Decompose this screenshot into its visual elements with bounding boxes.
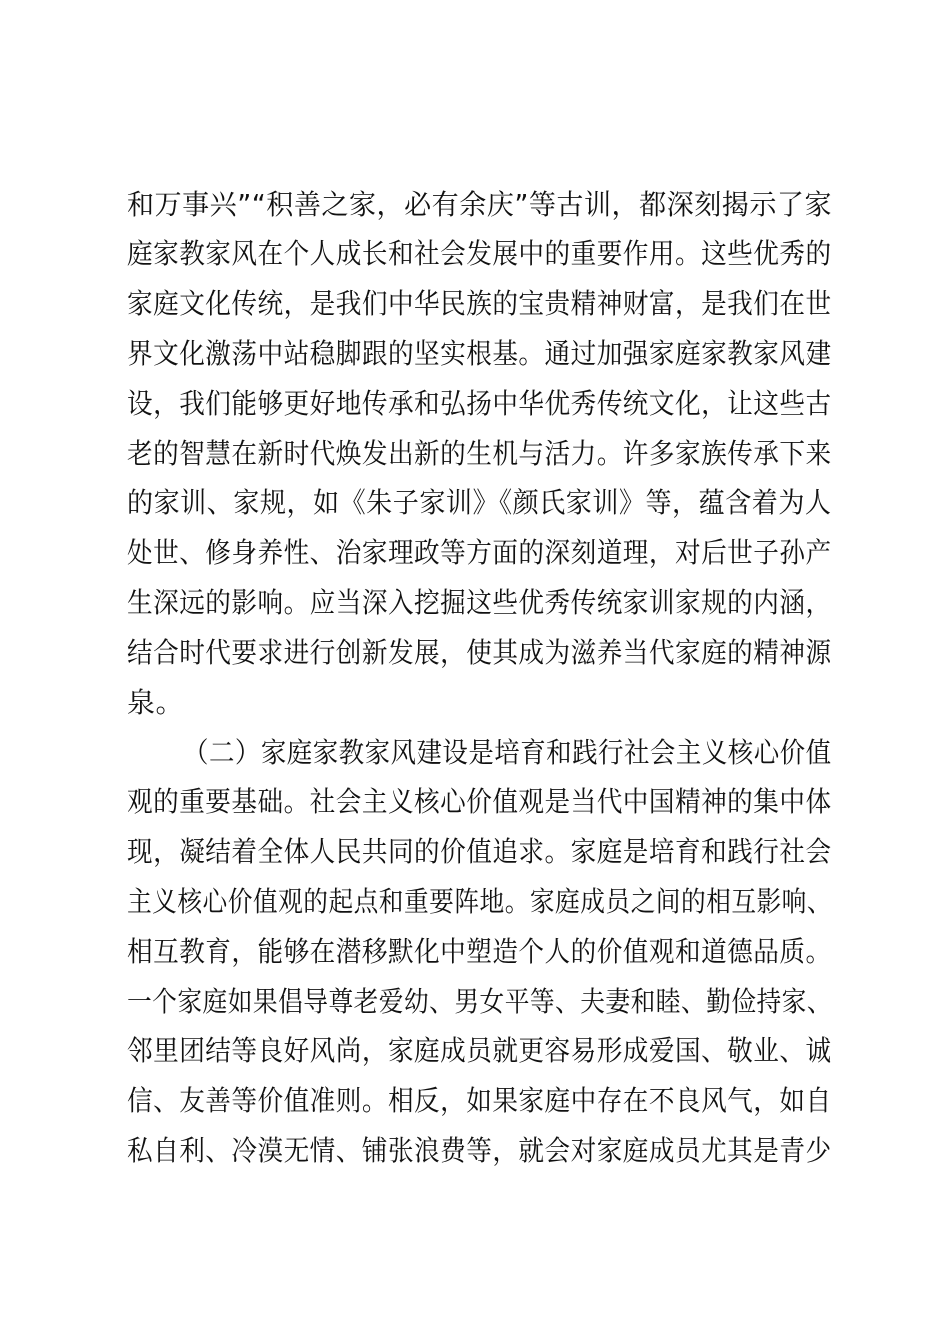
text-line: 生深远的影响。应当深入挖掘这些优秀传统家训家规的内涵， — [127, 586, 832, 619]
text-line: 私自利、冷漠无情、铺张浪费等，就会对家庭成员尤其是青少 — [127, 1134, 832, 1167]
text-line: 信、友善等价值准则。相反，如果家庭中存在不良风气，如自 — [127, 1084, 832, 1117]
text-line: 处世、修身养性、治家理政等方面的深刻道理，对后世子孙产 — [127, 536, 832, 569]
text-line: 和万事兴”“积善之家，必有余庆”等古训，都深刻揭示了家 — [127, 188, 833, 221]
text-line: 现，凝结着全体人民共同的价值追求。家庭是培育和践行社会 — [127, 835, 832, 868]
text-line: 一个家庭如果倡导尊老爱幼、男女平等、夫妻和睦、勤俭持家、 — [127, 985, 833, 1018]
text-line: 结合时代要求进行创新发展，使其成为滋养当代家庭的精神源 — [127, 636, 832, 669]
text-line: 泉。 — [127, 686, 185, 719]
text-line: 家庭文化传统，是我们中华民族的宝贵精神财富，是我们在世 — [127, 287, 832, 320]
text-line: 界文化激荡中站稳脚跟的坚实根基。通过加强家庭家教家风建 — [127, 337, 832, 370]
text-line: 观的重要基础。社会主义核心价值观是当代中国精神的集中体 — [127, 785, 832, 818]
text-line: 的家训、家规，如《朱子家训》《颜氏家训》等，蕴含着为人 — [127, 486, 832, 519]
text-line: 设，我们能够更好地传承和弘扬中华优秀传统文化，让这些古 — [127, 387, 832, 420]
text-line: 相互教育，能够在潜移默化中塑造个人的价值观和道德品质。 — [127, 935, 832, 968]
section-heading-line: （二）家庭家教家风建设是培育和践行社会主义核心价值 — [183, 736, 832, 769]
text-line: 主义核心价值观的起点和重要阵地。家庭成员之间的相互影响、 — [127, 885, 833, 918]
text-line: 老的智慧在新时代焕发出新的生机与活力。许多家族传承下来 — [127, 437, 832, 470]
text-line: 庭家教家风在个人成长和社会发展中的重要作用。这些优秀的 — [127, 237, 832, 270]
text-line: 邻里团结等良好风尚，家庭成员就更容易形成爱国、敬业、诚 — [127, 1034, 832, 1067]
